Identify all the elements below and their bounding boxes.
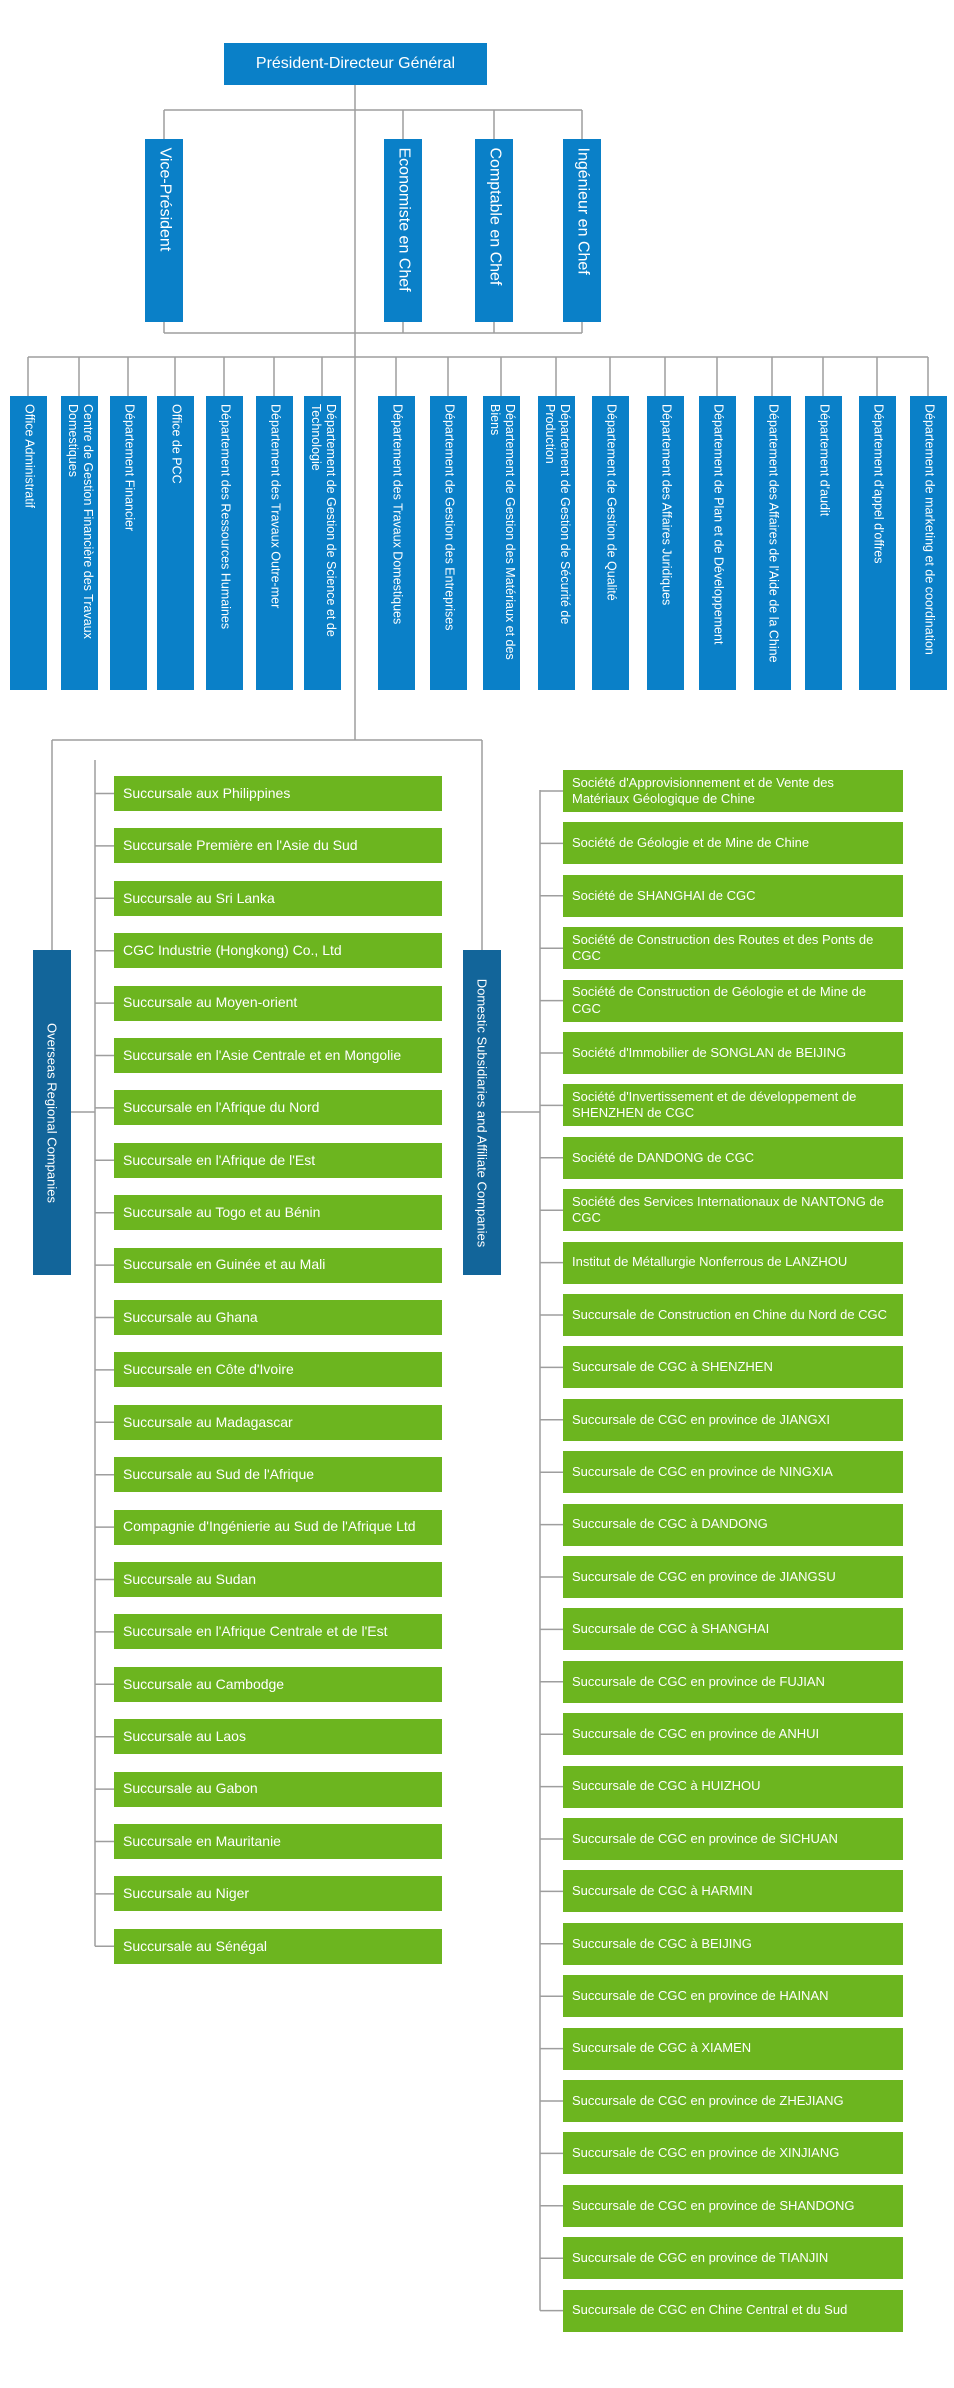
department-left-2-label: Département Financier [121,404,136,532]
department-right-10 [910,396,947,690]
domestic-item: Société de Construction des Routes et des Ponts de CGC [563,927,903,969]
department-right-9 [859,396,896,690]
domestic-header-label: Domestic Subsidiaries and Affiliate Companies [474,978,490,1247]
department-right-6-label: Département de Plan et de Développement [710,404,725,645]
domestic-item: Succursale de CGC à HARMIN [563,1870,903,1912]
department-left-4 [206,396,243,690]
domestic-item: Succursale de CGC en province de SICHUAN [563,1818,903,1860]
overseas-item: Succursale au Cambodge [114,1667,442,1702]
domestic-item: Succursale de CGC en province de SHANDONG [563,2185,903,2227]
domestic-header [463,950,501,1275]
domestic-item: Succursale de CGC à DANDONG [563,1504,903,1546]
department-right-4-label: Département de Gestion de Qualité [603,404,618,601]
department-left-5 [256,396,293,690]
department-left-1-label: Centre de Gestion Financière des Travaux Domestiques [65,404,95,639]
overseas-item: Succursale au Sudan [114,1562,442,1597]
domestic-item: Succursale de CGC en province de ZHEJIANG [563,2080,903,2122]
domestic-item: Succursale de CGC en province de TIANJIN [563,2237,903,2279]
department-left-6 [304,396,341,690]
department-right-0 [378,396,415,690]
overseas-item: CGC Industrie (Hongkong) Co., Ltd [114,933,442,968]
department-right-2-label: Département de Gestion des Matériaux et des Biens [487,404,517,660]
department-right-2 [483,396,520,690]
overseas-item: Succursale au Sénégal [114,1929,442,1964]
department-right-8 [805,396,842,690]
overseas-item: Succursale au Moyen-orient [114,986,442,1021]
domestic-item: Succursale de CGC à BEIJING [563,1923,903,1965]
domestic-item: Société d'Approvisionnement et de Vente des Matériaux Géologique de Chine [563,770,903,812]
domestic-item: Société des Services Internationaux de NANTONG de CGC [563,1189,903,1231]
domestic-item: Succursale de CGC en province de JIANGXI [563,1399,903,1441]
overseas-item: Succursale en l'Afrique Centrale et de l'Est [114,1614,442,1649]
domestic-item: Succursale de CGC en Chine Central et du Sud [563,2290,903,2332]
overseas-item: Succursale au Madagascar [114,1405,442,1440]
department-left-5-label: Département des Travaux Outre-mer [267,404,282,609]
department-right-7-label: Département des Affaires de l'Aide de la Chine [765,404,780,663]
domestic-item: Société de SHANGHAI de CGC [563,875,903,917]
domestic-item: Succursale de CGC à SHANGHAI [563,1608,903,1650]
overseas-item: Succursale au Togo et au Bénin [114,1195,442,1230]
department-left-4-label: Département des Ressources Humaines [217,404,232,630]
department-right-4 [592,396,629,690]
domestic-item: Succursale de CGC en province de FUJIAN [563,1661,903,1703]
domestic-item: Société d'Invertissement et de développement de SHENZHEN de CGC [563,1084,903,1126]
overseas-item: Succursale au Gabon [114,1772,442,1807]
executive-box-2-label: Comptable en Chef [486,147,504,285]
department-right-3 [538,396,575,690]
department-right-9-label: Département d'appel d'offres [870,404,885,564]
department-right-7 [754,396,791,690]
department-left-6-label: Département de Gestion de Science et de Technologie [308,404,338,637]
overseas-item: Succursale au Sri Lanka [114,881,442,916]
department-left-2 [110,396,147,690]
executive-box-1-label: Economiste en Chef [395,147,413,292]
department-right-8-label: Département d'audit [816,404,831,517]
department-right-0-label: Département des Travaux Domestiques [389,404,404,625]
overseas-item: Succursale en l'Afrique de l'Est [114,1143,442,1178]
executive-box-3 [563,139,601,322]
president-box: Président-Directeur Général [224,43,487,85]
executive-box-0-label: Vice-Président [156,147,174,251]
domestic-item: Société de Géologie et de Mine de Chine [563,822,903,864]
overseas-item: Succursale au Niger [114,1876,442,1911]
overseas-item: Succursale au Sud de l'Afrique [114,1457,442,1492]
department-right-10-label: Département de marketing et de coordination [921,404,936,655]
overseas-header-label: Overseas Regional Companies [44,1022,60,1203]
overseas-item: Succursale en l'Afrique du Nord [114,1090,442,1125]
domestic-item: Succursale de CGC à SHENZHEN [563,1346,903,1388]
overseas-item: Succursale en l'Asie Centrale et en Mongolie [114,1038,442,1073]
department-right-1-label: Département de Gestion des Entreprises [441,404,456,631]
executive-box-0 [145,139,183,322]
executive-box-2 [475,139,513,322]
overseas-item: Succursale aux Philippines [114,776,442,811]
domestic-item: Société d'Immobilier de SONGLAN de BEIJING [563,1032,903,1074]
domestic-item: Succursale de CGC à XIAMEN [563,2028,903,2070]
overseas-item: Succursale Première en l'Asie du Sud [114,828,442,863]
overseas-item: Succursale en Guinée et au Mali [114,1248,442,1283]
department-right-1 [430,396,467,690]
department-right-6 [699,396,736,690]
department-left-1 [61,396,98,690]
domestic-item: Succursale de CGC en province de JIANGSU [563,1556,903,1598]
overseas-item: Succursale au Ghana [114,1300,442,1335]
overseas-item: Succursale en Mauritanie [114,1824,442,1859]
domestic-item: Succursale de CGC en province de NINGXIA [563,1451,903,1493]
department-right-5 [647,396,684,690]
department-left-3-label: Office de PCC [168,404,183,484]
executive-box-3-label: Ingénieur en Chef [574,147,592,275]
department-right-5-label: Département des Affaires Juridiques [658,404,673,606]
overseas-header [33,950,71,1275]
domestic-item: Succursale de CGC en province de ANHUI [563,1713,903,1755]
domestic-item: Succursale de CGC en province de XINJIANG [563,2132,903,2174]
domestic-item: Succursale de CGC à HUIZHOU [563,1766,903,1808]
department-left-3 [157,396,194,690]
department-left-0-label: Office Administratif [21,404,36,508]
overseas-item: Succursale au Laos [114,1719,442,1754]
department-right-3-label: Département de Gestion de Sécurité de Production [542,404,572,625]
domestic-item: Institut de Métallurgie Nonferrous de LANZHOU [563,1242,903,1284]
overseas-item: Compagnie d'Ingénierie au Sud de l'Afrique Ltd [114,1510,442,1545]
executive-box-1 [384,139,422,322]
overseas-item: Succursale en Côte d'Ivoire [114,1352,442,1387]
domestic-item: Succursale de Construction en Chine du Nord de CGC [563,1294,903,1336]
domestic-item: Succursale de CGC en province de HAINAN [563,1975,903,2017]
domestic-item: Société de DANDONG de CGC [563,1137,903,1179]
department-left-0 [10,396,47,690]
domestic-item: Société de Construction de Géologie et de Mine de CGC [563,980,903,1022]
